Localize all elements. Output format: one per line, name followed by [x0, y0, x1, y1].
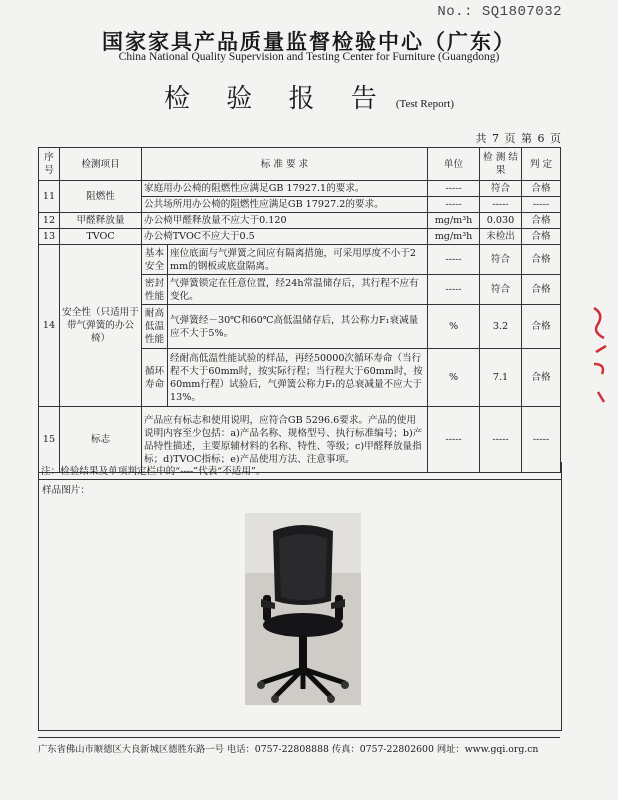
row-result: 7.1 — [480, 349, 522, 407]
organization-name-zh: 国家家具产品质量监督检验中心（广东） — [102, 29, 516, 54]
row-unit: ----- — [428, 181, 480, 197]
row-requirement: 座位底面与气弹簧之间应有隔离措施，可采用厚度不小于2mm的钢板或底盘隔离。 — [168, 245, 428, 275]
row-item: 阻燃性 — [60, 181, 142, 213]
sub-item-name: 循环寿命 — [142, 349, 168, 407]
row-judge: ----- — [522, 197, 561, 213]
row-judge: 合格 — [522, 245, 561, 275]
row-judge: 合格 — [522, 213, 561, 229]
sample-photo-section — [38, 479, 562, 731]
row-result: 未检出 — [480, 229, 522, 245]
row-unit: % — [428, 349, 480, 407]
sub-item-name: 密封性能 — [142, 275, 168, 305]
row-result: ----- — [480, 197, 522, 213]
row-requirement: 办公椅TVOC不应大于0.5 — [142, 229, 428, 245]
sub-item-name: 基本安全 — [142, 245, 168, 275]
row-judge: 合格 — [522, 349, 561, 407]
table-note: 注：检验结果及单项判定栏中的“----”代表“不适用”。 — [38, 462, 562, 480]
row-requirement: 气弹簧锁定在任意位置，经24h常温储存后，其行程不应有变化。 — [168, 275, 428, 305]
report-title-zh: 检 验 报 告 — [163, 84, 391, 114]
row-result: 符合 — [480, 275, 522, 305]
header-judge: 判 定 — [522, 148, 561, 181]
row-unit: % — [428, 305, 480, 349]
row-no: 15 — [39, 407, 60, 473]
row-requirement: 家庭用办公椅的阻燃性应满足GB 17927.1的要求。 — [142, 181, 428, 197]
row-item: 甲醛释放量 — [60, 213, 142, 229]
row-unit: ----- — [428, 197, 480, 213]
table-row — [39, 181, 561, 197]
row-requirement: 气弹簧经－30℃和60℃高低温储存后，其公称力F₁衰减量应不大于5%。 — [168, 305, 428, 349]
row-judge: ----- — [522, 407, 561, 473]
row-requirement: 办公椅甲醛释放量不应大于0.120 — [142, 213, 428, 229]
header-no: 序号 — [39, 148, 60, 181]
row-result: 符合 — [480, 181, 522, 197]
row-result: 3.2 — [480, 305, 522, 349]
row-requirement: 公共场所用办公椅的阻燃性应满足GB 17927.2的要求。 — [142, 197, 428, 213]
header-result: 检 测 结 果 — [480, 148, 522, 181]
row-result: 0.030 — [480, 213, 522, 229]
row-requirement: 产品应有标志和使用说明，应符合GB 5296.6要求。产品的使用说明内容至少包括：a)产品名称、规格型号、执行标准编号；b)产品特性描述，主要原辅材料的名称、特性、等级；c)甲醛释放量指标；d)TVOC指标；e)产品使用方法、注意事项。 — [142, 407, 428, 473]
report-title — [0, 78, 618, 115]
row-no: 11 — [39, 181, 60, 213]
row-no: 14 — [39, 245, 60, 407]
row-no: 13 — [39, 229, 60, 245]
page-count: 共 7 页 第 6 页 — [475, 132, 562, 145]
table-row — [39, 229, 561, 245]
row-judge: 合格 — [522, 275, 561, 305]
row-item: TVOC — [60, 229, 142, 245]
row-judge: 合格 — [522, 181, 561, 197]
table-row — [39, 245, 561, 275]
row-unit: ----- — [428, 407, 480, 473]
footer-divider — [38, 737, 560, 738]
footer-contact: 广东省佛山市顺德区大良新城区德胜东路一号 电话：0757-22808888 传真：0757-22802600 网址：www.gqi.org.cn — [38, 744, 539, 755]
row-unit: mg/m³h — [428, 213, 480, 229]
row-result: 符合 — [480, 245, 522, 275]
chair-illustration — [245, 513, 361, 705]
row-item: 标志 — [60, 407, 142, 473]
row-unit: ----- — [428, 275, 480, 305]
sample-photo-label: 样品图片： — [42, 485, 90, 496]
organization-name-en: China National Quality Supervision and Testing Center for Furniture (Guangdong) — [118, 51, 500, 63]
header-item: 检测项目 — [60, 148, 142, 181]
row-item: 安全性（只适用于带气弹簧的办公椅） — [60, 245, 142, 407]
report-title-en: (Test Report) — [395, 98, 455, 110]
header-standard: 标 准 要 求 — [142, 148, 428, 181]
row-result: ----- — [480, 407, 522, 473]
sub-item-name: 耐高低温性能 — [142, 305, 168, 349]
row-judge: 合格 — [522, 305, 561, 349]
row-no: 12 — [39, 213, 60, 229]
table-header-row — [39, 148, 561, 181]
row-unit: ----- — [428, 245, 480, 275]
sample-chair-photo — [245, 513, 361, 705]
report-number: No.: SQ1807032 — [437, 4, 562, 20]
row-judge: 合格 — [522, 229, 561, 245]
header-unit: 单位 — [428, 148, 480, 181]
test-results-table — [38, 147, 561, 473]
row-unit: mg/m³h — [428, 229, 480, 245]
red-stamp-mark — [588, 300, 614, 410]
row-requirement: 经耐高低温性能试验的样品，再经50000次循环寿命（当行程不大于60mm时，按实际行程；当行程大于60mm时，按60mm行程）试验后，气弹簧公称力F₁的总衰减量不应大于13%。 — [168, 349, 428, 407]
table-row — [39, 213, 561, 229]
